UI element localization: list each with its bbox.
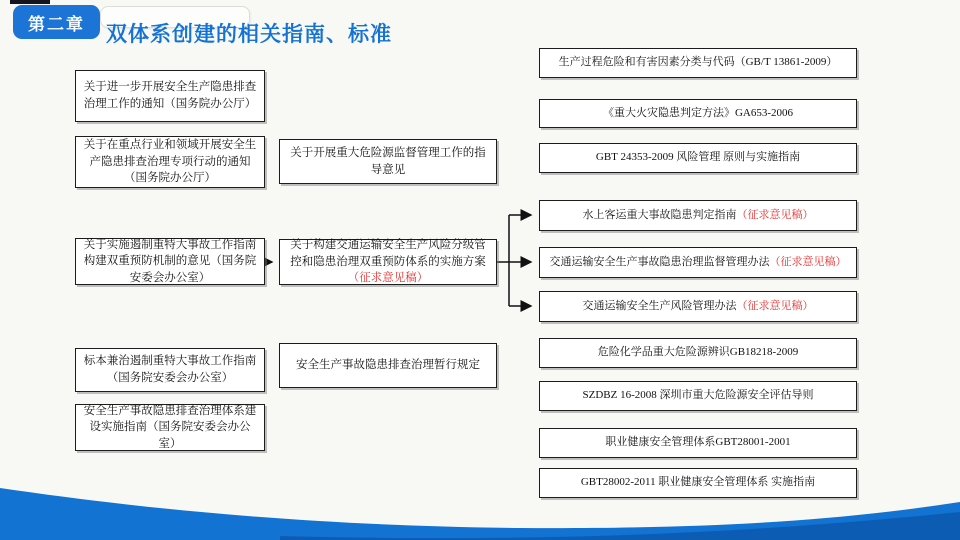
doc-box-left-3 (75, 238, 265, 285)
doc-box-right-8 (539, 381, 857, 411)
doc-box-text: GBT28002-2011 职业健康安全管理体系 实施指南 (580, 476, 816, 489)
doc-box-text (285, 237, 491, 287)
top-accent-strip (10, 0, 50, 4)
doc-box-text: 《重大火灾隐患判定方法》GA653-2006 (602, 106, 794, 119)
doc-box-text-main: 关于构建交通运输安全生产风险分级管控和隐患治理双重预防体系的实施方案 (290, 239, 486, 268)
doc-box-text: 关于实施遏制重特大事故工作指南构建双重预防机制的意见（国务院安委会办公室） (83, 238, 257, 284)
doc-box-left-2 (75, 136, 265, 188)
doc-box-middle-2 (279, 239, 497, 285)
doc-box-text-main: 交通运输安全生产风险管理办法 (582, 299, 737, 312)
doc-box-middle-3 (279, 343, 497, 388)
doc-box-text: 标本兼治遏制重特大事故工作指南（国务院安委会办公室） (83, 355, 257, 384)
doc-box-right-2 (539, 99, 857, 128)
doc-box-right-1 (539, 48, 857, 78)
doc-box-note-draft: （征求意见稿） (769, 255, 847, 268)
doc-box-note-draft: （征求意见稿） (736, 208, 814, 221)
doc-box-text: SZDBZ 16-2008 深圳市重大危险源安全评估导则 (582, 389, 814, 402)
doc-box-left-5 (75, 404, 265, 451)
doc-box-text: 关于进一步开展安全生产隐患排查治理工作的通知（国务院办公厅） (83, 81, 257, 110)
doc-box-middle-1 (279, 139, 497, 184)
doc-box-text: 关于在重点行业和领域开展安全生产隐患排查治理专项行动的通知（国务院办公厅） (83, 139, 257, 185)
doc-box-text: 生产过程危险和有害因素分类与代码（GB/T 13861-2009） (558, 56, 838, 69)
doc-box-text: 职业健康安全管理体系GBT28001-2001 (605, 436, 791, 449)
doc-box-text: 危险化学品重大危险源辨识GB18218-2009 (597, 346, 799, 359)
chapter-badge-label: 第二章 (28, 14, 85, 34)
footer-wave (0, 480, 960, 540)
doc-box-right-7 (539, 338, 857, 368)
doc-box-left-1 (75, 70, 265, 122)
doc-box-text: 关于开展重大危险源监督管理工作的指导意见 (290, 146, 486, 176)
chapter-badge (13, 5, 100, 39)
doc-box-text (583, 208, 814, 224)
doc-box-text-main: 交通运输安全生产事故隐患治理监督管理办法 (549, 255, 770, 268)
doc-box-right-3 (539, 143, 857, 173)
doc-box-text (550, 255, 847, 271)
doc-box-text: 安全生产事故隐患排查治理暂行规定 (296, 359, 480, 372)
page-title: 双体系创建的相关指南、标准 (106, 23, 392, 46)
doc-box-text-main: 水上客运重大事故隐患判定指南 (582, 208, 737, 221)
doc-box-note-draft: （征求意见稿） (347, 272, 429, 285)
doc-box-text: 安全生产事故隐患排查治理体系建设实施指南（国务院安委会办公室） (83, 404, 257, 450)
doc-box-text: GBT 24353-2009 风险管理 原则与实施指南 (595, 151, 801, 164)
doc-box-left-4 (75, 348, 265, 392)
doc-box-right-4 (539, 200, 857, 231)
doc-box-note-draft: （征求意见稿） (736, 299, 814, 312)
doc-box-right-6 (539, 291, 857, 322)
doc-box-right-9 (539, 428, 857, 458)
doc-box-text (583, 299, 814, 315)
doc-box-right-5 (539, 247, 857, 278)
